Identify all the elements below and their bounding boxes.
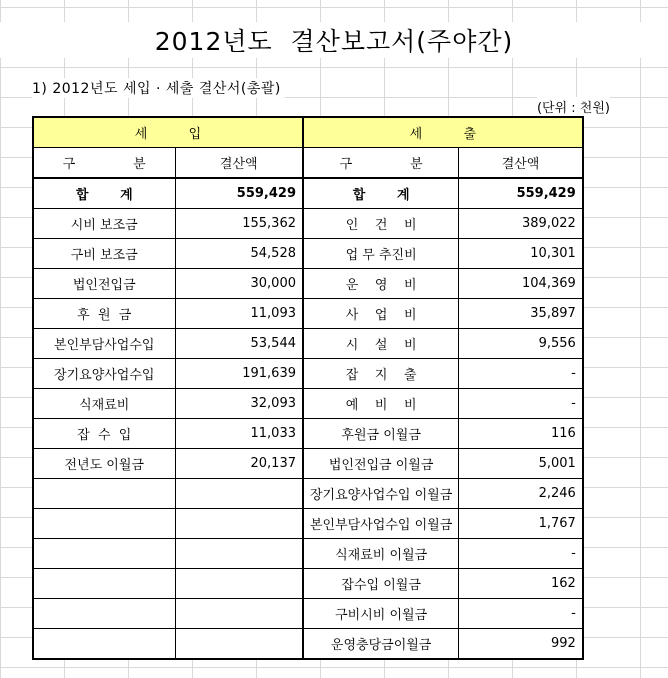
expense-item-label: 인 건 비 bbox=[303, 209, 459, 239]
expense-item-amount: 5,001 bbox=[459, 449, 583, 479]
expense-item-label: 운 영 비 bbox=[303, 269, 459, 299]
income-item-label: 식재료비 bbox=[33, 389, 175, 419]
table-row bbox=[33, 269, 583, 299]
income-item-amount: 559,429 bbox=[175, 178, 303, 209]
expense-item-label: 예 비 비 bbox=[303, 389, 459, 419]
income-item-label bbox=[33, 629, 175, 660]
table-row bbox=[33, 419, 583, 449]
expense-item-amount: 162 bbox=[459, 569, 583, 599]
table-row bbox=[33, 629, 583, 660]
table-row bbox=[33, 299, 583, 329]
income-item-amount: 20,137 bbox=[175, 449, 303, 479]
income-item-label: 잡 수 입 bbox=[33, 419, 175, 449]
expense-item-amount: 559,429 bbox=[459, 178, 583, 209]
table-row bbox=[33, 569, 583, 599]
income-item-amount: 30,000 bbox=[175, 269, 303, 299]
table-row bbox=[33, 389, 583, 419]
table-row bbox=[33, 509, 583, 539]
expense-item-label: 잡수입 이월금 bbox=[303, 569, 459, 599]
expense-item-amount: 116 bbox=[459, 419, 583, 449]
income-item-amount bbox=[175, 569, 303, 599]
section-header-row bbox=[33, 117, 583, 148]
income-item-label: 전년도 이월금 bbox=[33, 449, 175, 479]
income-item-amount bbox=[175, 479, 303, 509]
expense-item-label: 구비시비 이월금 bbox=[303, 599, 459, 629]
expense-amount-header: 결산액 bbox=[459, 148, 583, 179]
expense-item-amount: 9,556 bbox=[459, 329, 583, 359]
income-category-header: 구 분 bbox=[33, 148, 175, 179]
income-item-label bbox=[33, 569, 175, 599]
table-row bbox=[33, 539, 583, 569]
income-item-label: 본인부담사업수입 bbox=[33, 329, 175, 359]
expense-item-amount: 992 bbox=[459, 629, 583, 660]
income-header: 세 입 bbox=[33, 117, 303, 148]
expense-item-label: 장기요양사업수입 이월금 bbox=[303, 479, 459, 509]
income-item-amount bbox=[175, 539, 303, 569]
expense-item-amount: - bbox=[459, 389, 583, 419]
expense-header: 세 출 bbox=[303, 117, 583, 148]
table-row bbox=[33, 209, 583, 239]
expense-item-label: 시 설 비 bbox=[303, 329, 459, 359]
income-item-label: 장기요양사업수입 bbox=[33, 359, 175, 389]
table-row bbox=[33, 329, 583, 359]
expense-item-amount: 104,369 bbox=[459, 269, 583, 299]
section-subtitle: 1) 2012년도 세입 · 세출 결산서(총괄) bbox=[32, 78, 285, 98]
income-item-label: 구비 보조금 bbox=[33, 239, 175, 269]
table-row bbox=[33, 359, 583, 389]
expense-item-amount: 2,246 bbox=[459, 479, 583, 509]
settlement-table bbox=[32, 116, 584, 660]
expense-item-label: 운영충당금이월금 bbox=[303, 629, 459, 660]
expense-item-amount: 1,767 bbox=[459, 509, 583, 539]
expense-item-label: 합 계 bbox=[303, 178, 459, 209]
income-item-label: 시비 보조금 bbox=[33, 209, 175, 239]
expense-item-label: 후원금 이월금 bbox=[303, 419, 459, 449]
income-item-label: 후 원 금 bbox=[33, 299, 175, 329]
table-row bbox=[33, 239, 583, 269]
expense-item-label: 잡 지 출 bbox=[303, 359, 459, 389]
income-item-amount: 53,544 bbox=[175, 329, 303, 359]
expense-item-label: 사 업 비 bbox=[303, 299, 459, 329]
income-item-label bbox=[33, 539, 175, 569]
table-row bbox=[33, 479, 583, 509]
expense-item-label: 본인부담사업수입 이월금 bbox=[303, 509, 459, 539]
column-header-row bbox=[33, 148, 583, 179]
expense-item-label: 식재료비 이월금 bbox=[303, 539, 459, 569]
expense-item-amount: 10,301 bbox=[459, 239, 583, 269]
income-item-label bbox=[33, 599, 175, 629]
unit-label: (단위 : 천원) bbox=[537, 97, 610, 116]
expense-item-label: 법인전입금 이월금 bbox=[303, 449, 459, 479]
income-item-amount: 11,033 bbox=[175, 419, 303, 449]
income-item-amount: 32,093 bbox=[175, 389, 303, 419]
income-item-amount: 11,093 bbox=[175, 299, 303, 329]
table-row bbox=[33, 449, 583, 479]
document-title: 2012년도 결산보고서(주야간) bbox=[0, 22, 668, 58]
expense-item-amount: 35,897 bbox=[459, 299, 583, 329]
income-item-amount: 54,528 bbox=[175, 239, 303, 269]
expense-item-amount: 389,022 bbox=[459, 209, 583, 239]
income-item-label bbox=[33, 479, 175, 509]
income-item-label bbox=[33, 509, 175, 539]
expense-item-label: 업 무 추진비 bbox=[303, 239, 459, 269]
expense-item-amount: - bbox=[459, 599, 583, 629]
income-item-amount bbox=[175, 629, 303, 660]
income-item-amount: 191,639 bbox=[175, 359, 303, 389]
income-item-amount: 155,362 bbox=[175, 209, 303, 239]
expense-category-header: 구 분 bbox=[303, 148, 459, 179]
table-row bbox=[33, 599, 583, 629]
expense-item-amount: - bbox=[459, 539, 583, 569]
income-item-amount bbox=[175, 509, 303, 539]
income-item-label: 합 계 bbox=[33, 178, 175, 209]
income-item-amount bbox=[175, 599, 303, 629]
income-amount-header: 결산액 bbox=[175, 148, 303, 179]
total-row bbox=[33, 178, 583, 209]
income-item-label: 법인전입금 bbox=[33, 269, 175, 299]
expense-item-amount: - bbox=[459, 359, 583, 389]
